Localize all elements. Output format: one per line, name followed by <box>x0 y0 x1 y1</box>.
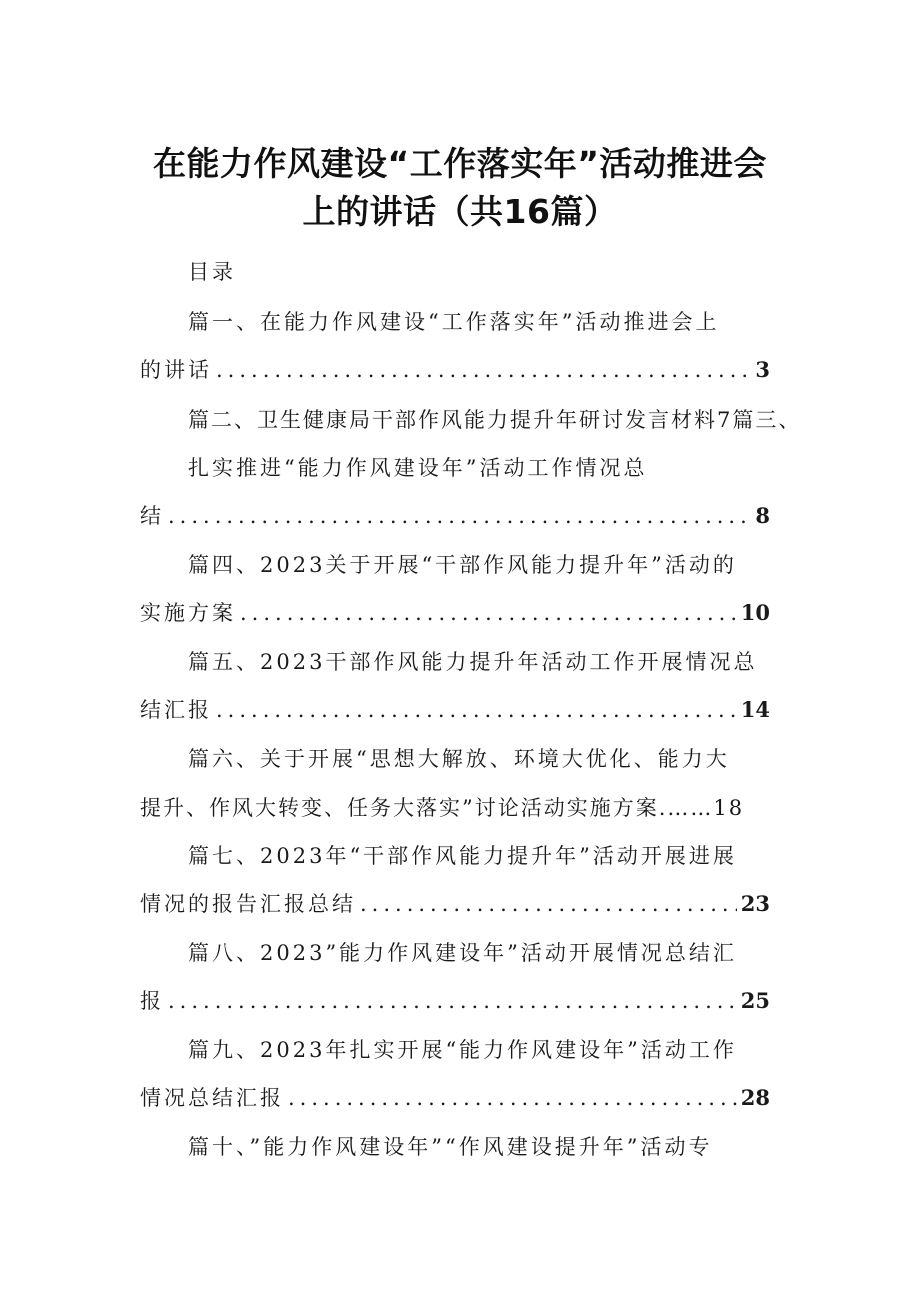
toc-entry-6-line-2[interactable]: 提升、作风大转变、任务大落实”讨论活动实施方案.……18 <box>140 796 745 820</box>
toc-entry-9-leader[interactable] <box>140 1082 770 1112</box>
toc-leader-dots <box>168 504 751 528</box>
toc-entry-1-page: 3 <box>755 357 770 382</box>
toc-entry-7-label: 情况的报告汇报总结 <box>140 892 356 916</box>
toc-leader-dots <box>216 698 737 722</box>
toc-entry-7-page: 23 <box>740 891 770 916</box>
toc-leader-dots <box>168 989 737 1013</box>
toc-entry-1-leader[interactable] <box>140 354 770 384</box>
toc-entry-2-line[interactable]: 篇二、卫生健康局干部作风能力提升年研讨发言材料7篇三、 <box>188 408 802 432</box>
toc-entry-2-page: 8 <box>755 503 770 528</box>
toc-entry-5-page: 14 <box>740 697 770 722</box>
toc-entry-6-line[interactable]: 篇六、关于开展“思想大解放、环境大优化、能力大 <box>188 747 730 771</box>
document-title-line-2: 上的讲话（共16篇） <box>302 192 618 231</box>
toc-entry-7-leader[interactable] <box>140 888 770 918</box>
toc-entry-2-leader[interactable] <box>140 500 770 530</box>
toc-leader-dots <box>240 601 737 625</box>
toc-entry-8-line[interactable]: 篇八、2023”能力作风建设年”活动开展情况总结汇 <box>188 941 737 965</box>
toc-entry-8-label: 报 <box>140 989 164 1013</box>
toc-leader-dots <box>360 892 737 916</box>
toc-entry-9-page: 28 <box>740 1085 770 1110</box>
toc-entry-9-label: 情况总结汇报 <box>140 1086 284 1110</box>
toc-leader-dots <box>216 358 751 382</box>
toc-entry-5-leader[interactable] <box>140 694 770 724</box>
toc-leader-dots <box>288 1086 737 1110</box>
toc-entry-2-line-2[interactable]: 扎实推进“能力作风建设年”活动工作情况总 <box>188 456 648 480</box>
toc-entry-8-leader[interactable] <box>140 985 770 1015</box>
toc-entry-5-line[interactable]: 篇五、2023干部作风能力提升年活动工作开展情况总 <box>188 650 758 674</box>
toc-entry-1-label: 的讲话 <box>140 358 212 382</box>
document-title-line-1: 在能力作风建设“工作落实年”活动推进会 <box>153 144 767 183</box>
toc-entry-4-leader[interactable] <box>140 597 770 627</box>
toc-entry-5-label: 结汇报 <box>140 698 212 722</box>
toc-entry-4-label: 实施方案 <box>140 601 236 625</box>
toc-heading: 目录 <box>188 260 236 284</box>
toc-entry-1-line[interactable]: 篇一、在能力作风建设“工作落实年”活动推进会上 <box>188 310 720 334</box>
toc-entry-4-line[interactable]: 篇四、2023关于开展“干部作风能力提升年”活动的 <box>188 553 737 577</box>
toc-entry-4-page: 10 <box>740 600 770 625</box>
toc-entry-8-page: 25 <box>740 988 770 1013</box>
toc-entry-7-line[interactable]: 篇七、2023年“干部作风能力提升年”活动开展进展 <box>188 844 737 868</box>
toc-entry-2-label: 结 <box>140 504 164 528</box>
toc-entry-9-line[interactable]: 篇九、2023年扎实开展“能力作风建设年”活动工作 <box>188 1038 737 1062</box>
toc-entry-10-line[interactable]: 篇十、”能力作风建设年”“作风建设提升年”活动专 <box>188 1135 713 1159</box>
